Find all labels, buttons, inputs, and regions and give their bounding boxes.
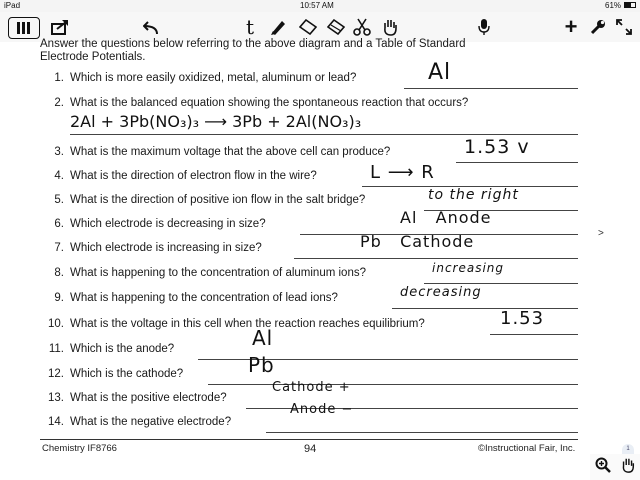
bottom-controls: [590, 454, 640, 480]
answer-line-12: [208, 384, 578, 385]
intro-line-2: Electrode Potentials.: [40, 51, 146, 63]
answer-6: Al Anode: [400, 208, 492, 227]
page-indicator-current: 1: [626, 446, 630, 452]
sidebar-toggle-icon[interactable]: [8, 17, 40, 39]
answer-line-1: [404, 88, 578, 89]
share-icon[interactable]: [48, 15, 72, 39]
fullscreen-icon[interactable]: [614, 15, 634, 39]
question-5: 5. What is the direction of positive ion flow in the salt bridge?: [54, 194, 366, 206]
question-11: 11. Which is the anode?: [48, 343, 175, 355]
wrench-icon[interactable]: [588, 15, 608, 39]
answer-line-10: [490, 334, 578, 335]
question-12: 12. Which is the cathode?: [48, 368, 184, 380]
question-9: 9. What is happening to the concentration of lead ions?: [54, 292, 338, 304]
question-1: 1. Which is more easily oxidized, metal, aluminum or lead?: [54, 72, 357, 84]
answer-line-9: [392, 308, 578, 309]
footer-left: Chemistry IF8766: [42, 443, 117, 454]
answer-11: Al: [252, 326, 274, 350]
answer-14: Anode −: [290, 402, 354, 417]
answer-9: decreasing: [400, 285, 482, 300]
hand-scroll-icon[interactable]: [620, 457, 636, 478]
footer-page-number: 94: [304, 443, 317, 455]
undo-icon[interactable]: [140, 15, 164, 39]
device-label: iPad: [4, 1, 21, 10]
answer-line-2: [70, 134, 578, 135]
answer-1: Al: [428, 60, 452, 85]
status-bar: [0, 0, 640, 12]
question-2: 2. What is the balanced equation showing the spontaneous reaction that occurs?: [54, 97, 469, 109]
answer-3: 1.53 v: [464, 136, 530, 158]
footer-rule: [40, 439, 578, 440]
battery-percent: 61%: [605, 1, 622, 10]
answer-line-8: [424, 283, 578, 284]
microphone-icon[interactable]: [474, 15, 494, 39]
question-8: 8. What is happening to the concentration of aluminum ions?: [54, 267, 366, 279]
answer-13: Cathode +: [272, 380, 351, 395]
answer-line-14: [266, 432, 578, 433]
footer-right: ©Instructional Fair, Inc.: [478, 443, 576, 454]
eraser-alt-icon[interactable]: [324, 15, 348, 39]
battery-icon: [624, 2, 636, 8]
answer-4: L ⟶ R: [370, 162, 435, 183]
scissors-tool-icon[interactable]: [350, 15, 374, 39]
answer-line-7: [294, 258, 578, 259]
answer-7: Pb Cathode: [360, 232, 475, 251]
question-13: 13. What is the positive electrode?: [48, 392, 227, 404]
side-arrow-mark: >: [598, 228, 604, 239]
zoom-icon[interactable]: [595, 457, 611, 478]
answer-8: increasing: [432, 261, 505, 275]
question-10: 10. What is the voltage in this cell when the reaction reaches equilibrium?: [48, 318, 425, 330]
answer-10: 1.53: [500, 308, 545, 329]
hand-tool-icon[interactable]: [378, 15, 402, 39]
question-7: 7. Which electrode is increasing in size?: [54, 242, 262, 254]
question-14: 14. What is the negative electrode?: [48, 416, 232, 428]
answer-line-3: [456, 162, 578, 163]
add-icon[interactable]: +: [564, 14, 578, 39]
intro-line-1: Answer the questions below referring to the above diagram and a Table of Standard: [40, 38, 466, 50]
question-3: 3. What is the maximum voltage that the above cell can produce?: [54, 146, 391, 158]
text-tool-icon[interactable]: t: [245, 15, 255, 39]
question-6: 6. Which electrode is decreasing in size?: [54, 218, 266, 230]
eraser-tool-icon[interactable]: [296, 15, 320, 39]
question-4: 4. What is the direction of electron flow in the wire?: [54, 170, 317, 182]
worksheet-page: [0, 38, 640, 480]
answer-5: to the right: [428, 187, 519, 203]
clock: 10:57 AM: [300, 1, 334, 10]
answer-12: Pb: [248, 353, 275, 377]
pen-tool-icon[interactable]: [266, 15, 290, 39]
answer-2: 2Al + 3Pb(NO₃)₃ ⟶ 3Pb + 2Al(NO₃)₃: [70, 112, 362, 131]
